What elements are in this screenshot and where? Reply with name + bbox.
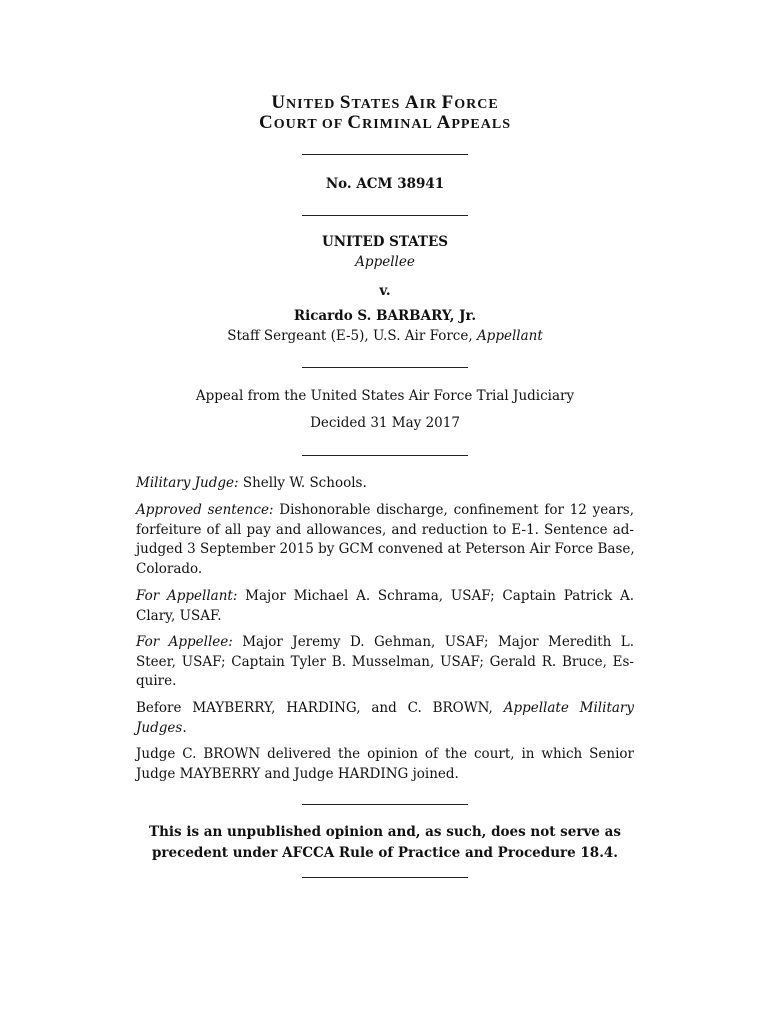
divider-rule (302, 455, 468, 456)
appellant-counsel-label: For Appellant: (136, 588, 238, 604)
divider-rule (302, 154, 468, 155)
panel-judges: Before MAYBERRY, HARDING, and C. BROWN, Appellate Military Judges. (136, 700, 635, 736)
appellant-counsel: For Appellant: Major Michael A. Schrama, USAF; Captain Patrick A. Clary, USAF. (136, 588, 635, 624)
divider-rule (302, 804, 468, 805)
appellee-counsel: For Appellee: Major Jeremy D. Gehman, USAF; Major Meredith L. Steer, USAF; Captain Tyler B. Musselman, USAF; Gerald R. Bruce, Es- quire. (136, 634, 635, 689)
versus: v. (379, 283, 391, 299)
military-judge-label: Military Judge: (136, 475, 239, 491)
divider-rule (302, 877, 468, 878)
court-name-line1: UNITED STATES AIR FORCE (271, 92, 499, 113)
unpublished-notice-line2: precedent under AFCCA Rule of Practice and Procedure 18.4. (151, 845, 618, 861)
appellee-name: UNITED STATES (321, 234, 449, 250)
appellant-rank: Staff Sergeant (E-5), U.S. Air Force, (227, 328, 477, 344)
sentence-label: Approved sentence: (136, 502, 274, 518)
appellant-rank-line (0, 327, 770, 345)
divider-rule (302, 215, 468, 216)
case-number: No. ACM 38941 (325, 176, 445, 192)
decision-date: Decided 31 May 2017 (310, 415, 460, 431)
opinion-authorship: Judge C. BROWN delivered the opinion of the court, in which Senior Judge MAYBERRY and Judge HARDING joined. (136, 746, 634, 782)
military-judge (136, 474, 634, 494)
military-judge-value: Shelly W. Schools. (238, 475, 367, 491)
court-name-line2: COURT OF CRIMINAL APPEALS (258, 112, 512, 133)
approved-sentence: Approved sentence: Dishonorable discharge, confinement for 12 years, forfeiture of all pay and allowances, and reduction to E-1. Sentence ad- judged 3 September 2015 by GCM convened at Peterson Air Force Base, Colorado. (136, 502, 635, 577)
divider-rule (302, 367, 468, 368)
unpublished-notice-line1: This is an unpublished opinion and, as such, does not serve as (149, 824, 621, 840)
appellee-counsel-label: For Appellee: (136, 634, 233, 650)
appellant-name: Ricardo S. BARBARY, Jr. (293, 308, 477, 324)
appellee-role: Appellee (355, 254, 415, 270)
appeal-from: Appeal from the United States Air Force Trial Judiciary (195, 388, 575, 404)
appellant-role: Appellant (476, 328, 543, 344)
